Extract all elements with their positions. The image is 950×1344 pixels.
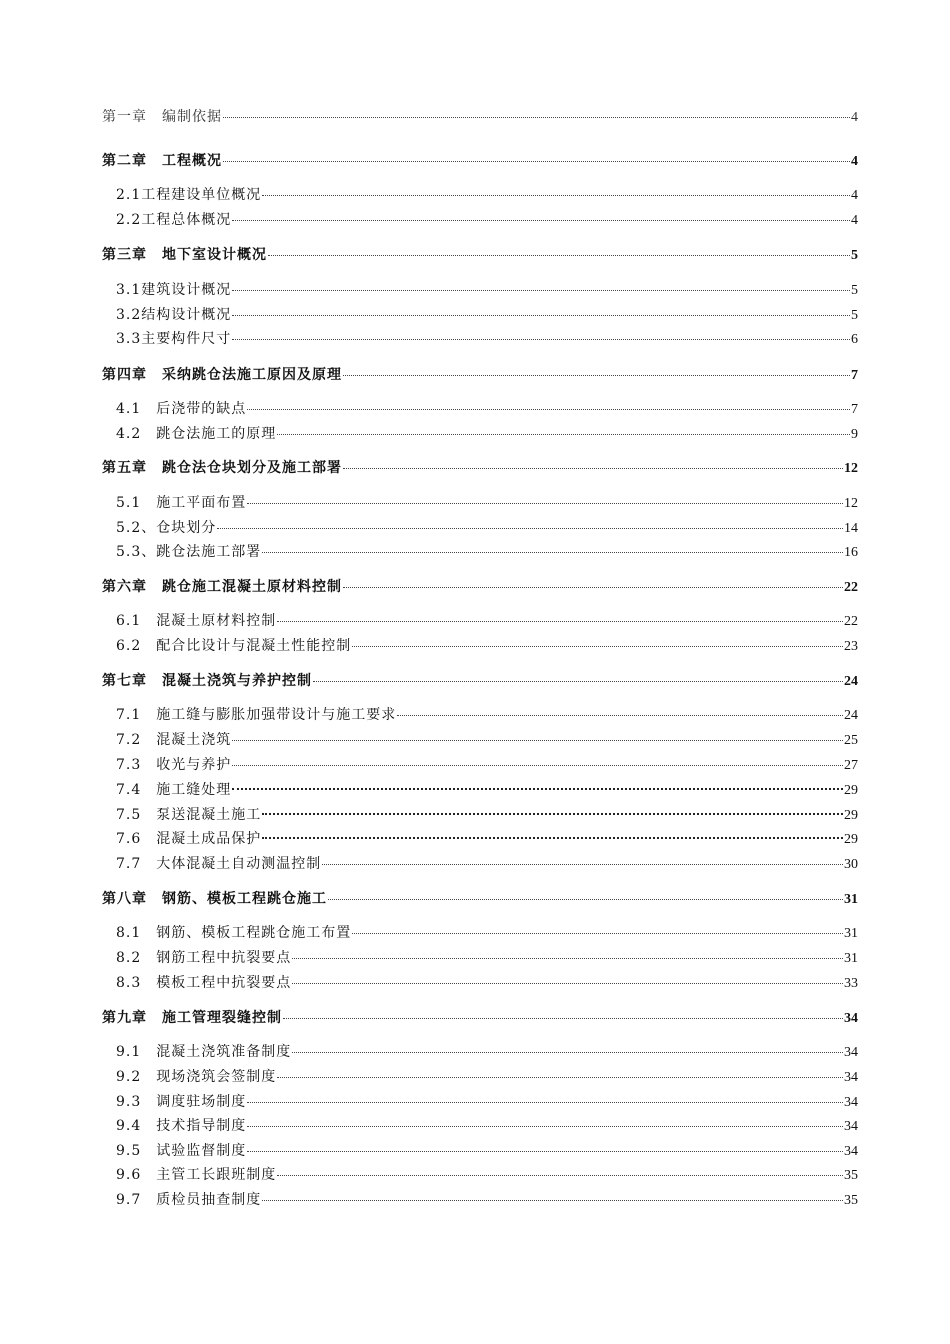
toc-section-entry[interactable] bbox=[116, 330, 858, 349]
toc-dot-leader bbox=[262, 552, 843, 553]
toc-dot-leader bbox=[247, 503, 843, 504]
toc-section-entry[interactable] bbox=[116, 855, 858, 874]
toc-dot-leader bbox=[313, 681, 843, 682]
toc-page-number: 34 bbox=[844, 1119, 858, 1134]
toc-entry-title: 5.2、仓块划分 bbox=[116, 520, 217, 536]
toc-chapter-entry[interactable] bbox=[102, 1009, 858, 1028]
toc-chapter-entry[interactable] bbox=[102, 108, 858, 127]
toc-page-number: 12 bbox=[844, 496, 858, 511]
toc-section-entry[interactable] bbox=[116, 731, 858, 750]
toc-entry-title: 3.1建筑设计概况 bbox=[116, 282, 232, 298]
toc-page-number: 34 bbox=[844, 1045, 858, 1060]
toc-entry-title: 4.2 跳仓法施工的原理 bbox=[116, 426, 277, 442]
toc-dot-leader bbox=[232, 315, 850, 316]
toc-entry-title: 第九章 施工管理裂缝控制 bbox=[102, 1010, 282, 1026]
toc-page-number: 22 bbox=[844, 580, 858, 595]
toc-page-number: 6 bbox=[851, 332, 858, 347]
toc-entry-title: 7.3 收光与养护 bbox=[116, 757, 232, 773]
toc-entry-title: 4.1 后浇带的缺点 bbox=[116, 401, 247, 417]
toc-page-number: 31 bbox=[844, 892, 858, 907]
toc-page-number: 22 bbox=[844, 614, 858, 629]
toc-entry-title: 8.2 钢筋工程中抗裂要点 bbox=[116, 950, 292, 966]
toc-dot-leader bbox=[283, 1018, 843, 1019]
toc-dot-leader bbox=[262, 1200, 843, 1201]
toc-page-number: 7 bbox=[851, 368, 858, 383]
toc-section-entry[interactable] bbox=[116, 400, 858, 419]
toc-page-number: 5 bbox=[851, 248, 858, 263]
toc-section-entry[interactable] bbox=[116, 306, 858, 325]
toc-page-number: 34 bbox=[844, 1070, 858, 1085]
toc-page-number: 7 bbox=[851, 402, 858, 417]
toc-entry-title: 第二章 工程概况 bbox=[102, 153, 222, 169]
toc-entry-title: 第三章 地下室设计概况 bbox=[102, 247, 267, 263]
toc-section-entry[interactable] bbox=[116, 1166, 858, 1185]
toc-dot-leader bbox=[292, 983, 843, 984]
toc-entry-title: 9.1 混凝土浇筑准备制度 bbox=[116, 1044, 292, 1060]
toc-chapter-entry[interactable] bbox=[102, 459, 858, 478]
toc-entry-title: 9.5 试验监督制度 bbox=[116, 1143, 247, 1159]
toc-entry-title: 7.1 施工缝与膨胀加强带设计与施工要求 bbox=[116, 707, 397, 723]
toc-dot-leader bbox=[232, 788, 843, 790]
toc-entry-title: 8.3 模板工程中抗裂要点 bbox=[116, 975, 292, 991]
toc-page-number: 34 bbox=[844, 1011, 858, 1026]
toc-dot-leader bbox=[232, 339, 850, 340]
toc-entry-title: 7.5 泵送混凝土施工 bbox=[116, 807, 262, 823]
toc-page-number: 24 bbox=[844, 674, 858, 689]
toc-entry-title: 第七章 混凝土浇筑与养护控制 bbox=[102, 673, 312, 689]
toc-entry-title: 8.1 钢筋、模板工程跳仓施工布置 bbox=[116, 925, 352, 941]
toc-section-entry[interactable] bbox=[116, 543, 858, 562]
toc-page-number: 24 bbox=[844, 708, 858, 723]
toc-entry-title: 2.1工程建设单位概况 bbox=[116, 187, 262, 203]
toc-dot-leader bbox=[232, 740, 843, 741]
toc-page-number: 5 bbox=[851, 283, 858, 298]
toc-dot-leader bbox=[352, 646, 843, 647]
toc-page-number: 5 bbox=[851, 308, 858, 323]
toc-dot-leader bbox=[277, 621, 843, 622]
toc-dot-leader bbox=[217, 528, 843, 529]
toc-page-number: 23 bbox=[844, 639, 858, 654]
toc-section-entry[interactable] bbox=[116, 949, 858, 968]
toc-section-entry[interactable] bbox=[116, 974, 858, 993]
toc-chapter-entry[interactable] bbox=[102, 246, 858, 265]
toc-section-entry[interactable] bbox=[116, 806, 858, 825]
toc-page-number: 4 bbox=[851, 188, 858, 203]
toc-chapter-entry[interactable] bbox=[102, 578, 858, 597]
toc-dot-leader bbox=[277, 1175, 843, 1176]
toc-page-number: 14 bbox=[844, 521, 858, 536]
toc-section-entry[interactable] bbox=[116, 1191, 858, 1210]
toc-section-entry[interactable] bbox=[116, 781, 858, 800]
toc-page-number: 35 bbox=[844, 1168, 858, 1183]
toc-dot-leader bbox=[352, 933, 843, 934]
toc-page-number: 34 bbox=[844, 1144, 858, 1159]
toc-page-number: 29 bbox=[844, 808, 858, 823]
toc-dot-leader bbox=[292, 958, 843, 959]
toc-entry-title: 第五章 跳仓法仓块划分及施工部署 bbox=[102, 460, 342, 476]
toc-page-number: 16 bbox=[844, 545, 858, 560]
toc-section-entry[interactable] bbox=[116, 1068, 858, 1087]
toc-section-entry[interactable] bbox=[116, 706, 858, 725]
toc-entry-title: 9.3 调度驻场制度 bbox=[116, 1094, 247, 1110]
toc-entry-title: 第四章 采纳跳仓法施工原因及原理 bbox=[102, 367, 342, 383]
toc-entry-title: 6.1 混凝土原材料控制 bbox=[116, 613, 277, 629]
toc-dot-leader bbox=[232, 290, 850, 291]
toc-entry-title: 9.6 主管工长跟班制度 bbox=[116, 1167, 277, 1183]
toc-dot-leader bbox=[343, 468, 843, 469]
toc-section-entry[interactable] bbox=[116, 612, 858, 631]
toc-page-number: 34 bbox=[844, 1095, 858, 1110]
toc-dot-leader bbox=[247, 1102, 843, 1103]
toc-entry-title: 9.2 现场浇筑会签制度 bbox=[116, 1069, 277, 1085]
toc-dot-leader bbox=[247, 409, 850, 410]
toc-page-number: 29 bbox=[844, 832, 858, 847]
toc-dot-leader bbox=[262, 813, 843, 815]
toc-section-entry[interactable] bbox=[116, 924, 858, 943]
toc-page-number: 9 bbox=[851, 427, 858, 442]
toc-section-entry[interactable] bbox=[116, 186, 858, 205]
toc-entry-title: 第八章 钢筋、模板工程跳仓施工 bbox=[102, 891, 327, 907]
toc-dot-leader bbox=[262, 837, 843, 839]
toc-dot-leader bbox=[343, 375, 850, 376]
toc-dot-leader bbox=[262, 195, 850, 196]
toc-page-number: 4 bbox=[851, 154, 858, 169]
toc-page-number: 33 bbox=[844, 976, 858, 991]
toc-entry-title: 6.2 配合比设计与混凝土性能控制 bbox=[116, 638, 352, 654]
toc-entry-title: 3.2结构设计概况 bbox=[116, 307, 232, 323]
toc-dot-leader bbox=[247, 1151, 843, 1152]
toc-entry-title: 7.2 混凝土浇筑 bbox=[116, 732, 232, 748]
toc-page-number: 4 bbox=[851, 110, 858, 125]
toc-page-number: 27 bbox=[844, 758, 858, 773]
toc-dot-leader bbox=[223, 161, 850, 162]
toc-dot-leader bbox=[277, 434, 850, 435]
toc-section-entry[interactable] bbox=[116, 425, 858, 444]
toc-section-entry[interactable] bbox=[116, 281, 858, 300]
toc-page-number: 31 bbox=[844, 951, 858, 966]
toc-entry-title: 第六章 跳仓施工混凝土原材料控制 bbox=[102, 579, 342, 595]
toc-entry-title: 3.3主要构件尺寸 bbox=[116, 331, 232, 347]
toc-entry-title: 9.4 技术指导制度 bbox=[116, 1118, 247, 1134]
toc-dot-leader bbox=[247, 1126, 843, 1127]
toc-dot-leader bbox=[397, 715, 843, 716]
toc-dot-leader bbox=[268, 255, 850, 256]
toc-section-entry[interactable] bbox=[116, 494, 858, 513]
toc-section-entry[interactable] bbox=[116, 211, 858, 230]
toc-section-entry[interactable] bbox=[116, 1093, 858, 1112]
toc-dot-leader bbox=[322, 864, 843, 865]
toc-dot-leader bbox=[292, 1052, 843, 1053]
toc-entry-title: 第一章 编制依据 bbox=[102, 109, 222, 125]
toc-section-entry[interactable] bbox=[116, 1142, 858, 1161]
toc-entry-title: 5.1 施工平面布置 bbox=[116, 495, 247, 511]
toc-chapter-entry[interactable] bbox=[102, 890, 858, 909]
toc-page-number: 35 bbox=[844, 1193, 858, 1208]
toc-page-number: 4 bbox=[851, 213, 858, 228]
toc-page-number: 25 bbox=[844, 733, 858, 748]
toc-entry-title: 7.6 混凝土成品保护 bbox=[116, 831, 262, 847]
toc-dot-leader bbox=[223, 117, 850, 118]
toc-entry-title: 9.7 质检员抽查制度 bbox=[116, 1192, 262, 1208]
toc-dot-leader bbox=[277, 1077, 843, 1078]
toc-dot-leader bbox=[343, 587, 843, 588]
toc-entry-title: 2.2工程总体概况 bbox=[116, 212, 232, 228]
toc-entry-title: 7.4 施工缝处理 bbox=[116, 782, 232, 798]
toc-entry-title: 5.3、跳仓法施工部署 bbox=[116, 544, 262, 560]
toc-section-entry[interactable] bbox=[116, 756, 858, 775]
toc-page-number: 29 bbox=[844, 783, 858, 798]
toc-section-entry[interactable] bbox=[116, 1043, 858, 1062]
toc-chapter-entry[interactable] bbox=[102, 152, 858, 171]
toc-section-entry[interactable] bbox=[116, 519, 858, 538]
toc-entry-title: 7.7 大体混凝土自动测温控制 bbox=[116, 856, 322, 872]
toc-section-entry[interactable] bbox=[116, 637, 858, 656]
toc-dot-leader bbox=[232, 220, 850, 221]
toc-page-number: 12 bbox=[844, 461, 858, 476]
toc-dot-leader bbox=[232, 765, 843, 766]
toc-page-number: 30 bbox=[844, 857, 858, 872]
toc-section-entry[interactable] bbox=[116, 1117, 858, 1136]
toc-page-number: 31 bbox=[844, 926, 858, 941]
toc-dot-leader bbox=[328, 899, 843, 900]
toc-chapter-entry[interactable] bbox=[102, 672, 858, 691]
toc-chapter-entry[interactable] bbox=[102, 366, 858, 385]
toc-section-entry[interactable] bbox=[116, 830, 858, 849]
